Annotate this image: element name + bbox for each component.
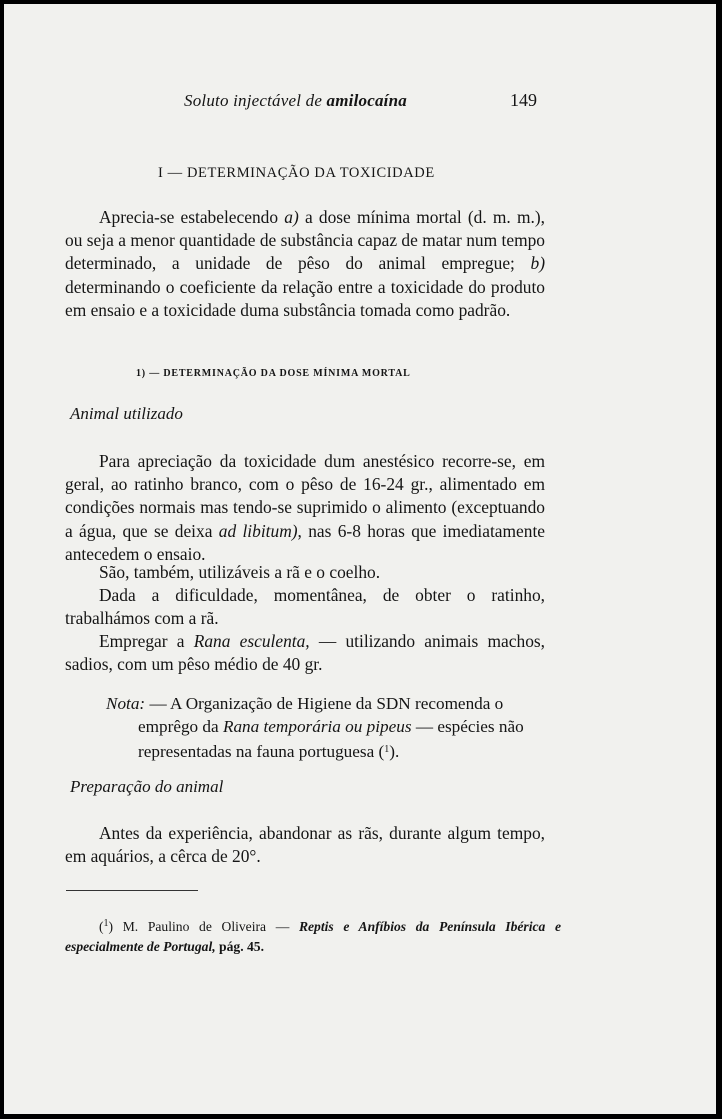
footnote-divider — [66, 890, 198, 891]
footnote-marker: 1 — [103, 918, 109, 929]
footnote: ($^1$) M. Paulino de Oliveira — Reptis e Anfíbios da Península Ibérica e especialmente de Portugal, pág. 45. — [65, 918, 561, 954]
book-page — [4, 4, 716, 1114]
page-number: 149 — [510, 90, 537, 110]
paragraph-rana: Empregar a Rana esculenta, — utilizando animais machos, sadios, com um pêso médio de 40 gr. — [65, 631, 546, 675]
intro-paragraph: Aprecia-se estabelecendo a) a dose mínima mortal (d. m. m.), ou seja a menor quantidade de substância capaz de matar num tempo determinado, a unidade de pêso do animal empregue; b) determinando o coeficiente da relação entre a toxicidade do produto em ensaio e a toxicidade duma substância tomada como padrão. — [65, 207, 545, 320]
section-title: I — DETERMINAÇÃO DA TOXICIDADE — [158, 165, 435, 181]
note-label: Nota: — [106, 694, 146, 713]
paragraph-other-animals: São, também, utilizáveis a rã e o coelho. — [99, 562, 381, 582]
note-block: Nota: — A Organização de Higiene da SDN recomenda o emprêgo da Rana temporária ou pipeus — espécies não representadas na fauna portuguesa ($^1$). — [106, 694, 524, 761]
animal-heading: Animal utilizado — [70, 404, 183, 423]
paragraph-animal: Para apreciação da toxicidade dum anestésico recorre-se, em geral, ao ratinho branco, com o pêso de 16-24 gr., alimentado em condições normais mas tendo-se suprimido o alimento (exceptuando a água, que se deixa ad libitum), nas 6-8 horas que imediatamente antecedem o ensaio. — [65, 451, 546, 564]
paragraph-preparation: Antes da experiência, abandonar as rãs, durante algum tempo, em aquários, a cêrca de 20°. — [65, 823, 545, 867]
paragraph-difficulty: Dada a dificuldade, momentânea, de obter o ratinho, trabalhámos com a rã. — [65, 585, 545, 629]
running-header-title: Soluto injectável de amilocaína — [184, 91, 407, 110]
subsection-title: 1) — DETERMINAÇÃO DA DOSE MÍNIMA MORTAL — [136, 368, 411, 379]
preparation-heading: Preparação do animal — [70, 777, 224, 796]
footnote-reference: 1 — [384, 744, 390, 755]
